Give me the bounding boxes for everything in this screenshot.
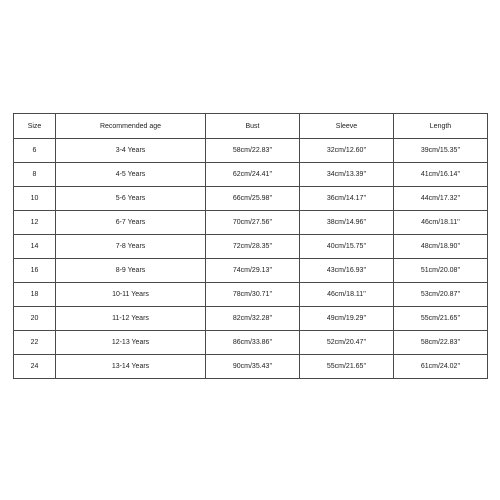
- cell-bust: 90cm/35.43'': [206, 355, 300, 379]
- table-row: [14, 307, 488, 331]
- cell-age: 5-6 Years: [56, 187, 206, 211]
- cell-sleeve: 34cm/13.39'': [300, 163, 394, 187]
- cell-bust: 74cm/29.13'': [206, 259, 300, 283]
- cell-length: 58cm/22.83'': [394, 331, 488, 355]
- cell-size: 10: [14, 187, 56, 211]
- cell-age: 12-13 Years: [56, 331, 206, 355]
- cell-size: 22: [14, 331, 56, 355]
- table-header-row: [14, 114, 488, 139]
- cell-age: 4-5 Years: [56, 163, 206, 187]
- cell-bust: 58cm/22.83'': [206, 139, 300, 163]
- cell-sleeve: 43cm/16.93'': [300, 259, 394, 283]
- cell-length: 61cm/24.02'': [394, 355, 488, 379]
- cell-sleeve: 36cm/14.17'': [300, 187, 394, 211]
- cell-length: 55cm/21.65'': [394, 307, 488, 331]
- cell-bust: 66cm/25.98'': [206, 187, 300, 211]
- cell-sleeve: 55cm/21.65'': [300, 355, 394, 379]
- cell-size: 8: [14, 163, 56, 187]
- cell-size: 12: [14, 211, 56, 235]
- cell-size: 18: [14, 283, 56, 307]
- cell-size: 24: [14, 355, 56, 379]
- cell-bust: 62cm/24.41'': [206, 163, 300, 187]
- header-length: Length: [394, 114, 488, 139]
- cell-bust: 72cm/28.35'': [206, 235, 300, 259]
- cell-sleeve: 52cm/20.47'': [300, 331, 394, 355]
- cell-bust: 82cm/32.28'': [206, 307, 300, 331]
- header-sleeve: Sleeve: [300, 114, 394, 139]
- cell-bust: 78cm/30.71'': [206, 283, 300, 307]
- cell-age: 11-12 Years: [56, 307, 206, 331]
- header-bust: Bust: [206, 114, 300, 139]
- header-size: Size: [14, 114, 56, 139]
- table-row: [14, 355, 488, 379]
- table-row: [14, 283, 488, 307]
- table-row: [14, 259, 488, 283]
- table-row: [14, 187, 488, 211]
- cell-length: 51cm/20.08'': [394, 259, 488, 283]
- cell-length: 41cm/16.14'': [394, 163, 488, 187]
- cell-sleeve: 32cm/12.60'': [300, 139, 394, 163]
- cell-bust: 86cm/33.86'': [206, 331, 300, 355]
- cell-age: 8-9 Years: [56, 259, 206, 283]
- cell-age: 3-4 Years: [56, 139, 206, 163]
- cell-sleeve: 46cm/18.11'': [300, 283, 394, 307]
- cell-length: 39cm/15.35'': [394, 139, 488, 163]
- cell-length: 46cm/18.11'': [394, 211, 488, 235]
- header-recommended-age: Recommended age: [56, 114, 206, 139]
- cell-sleeve: 38cm/14.96'': [300, 211, 394, 235]
- cell-size: 6: [14, 139, 56, 163]
- cell-sleeve: 40cm/15.75'': [300, 235, 394, 259]
- table-row: [14, 235, 488, 259]
- cell-age: 7-8 Years: [56, 235, 206, 259]
- cell-age: 10-11 Years: [56, 283, 206, 307]
- cell-length: 53cm/20.87'': [394, 283, 488, 307]
- cell-age: 13-14 Years: [56, 355, 206, 379]
- cell-bust: 70cm/27.56'': [206, 211, 300, 235]
- size-chart-table: [13, 113, 488, 379]
- table-row: [14, 139, 488, 163]
- cell-length: 48cm/18.90'': [394, 235, 488, 259]
- cell-size: 14: [14, 235, 56, 259]
- cell-length: 44cm/17.32'': [394, 187, 488, 211]
- table-row: [14, 331, 488, 355]
- cell-size: 16: [14, 259, 56, 283]
- cell-age: 6-7 Years: [56, 211, 206, 235]
- table-row: [14, 163, 488, 187]
- cell-size: 20: [14, 307, 56, 331]
- table-row: [14, 211, 488, 235]
- cell-sleeve: 49cm/19.29'': [300, 307, 394, 331]
